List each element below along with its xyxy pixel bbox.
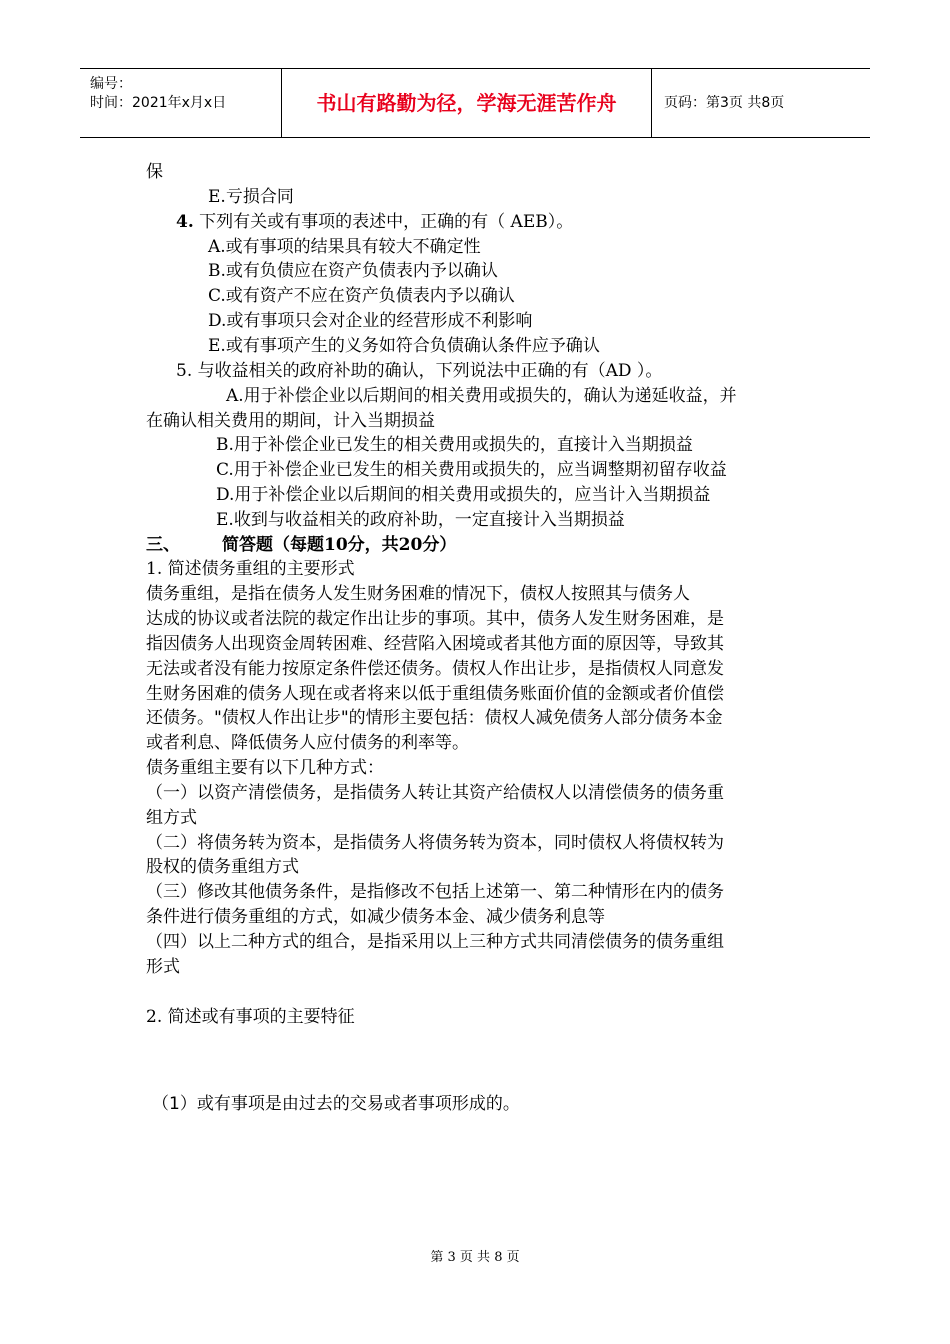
question-5: 5. 与收益相关的政府补助的确认，下列说法中正确的有（AD ）。 xyxy=(176,361,663,381)
option-line: E.收到与收益相关的政府补助，一定直接计入当期损益 xyxy=(216,510,625,530)
document-date-label: 时间：2021年x月x日 xyxy=(90,95,227,111)
answer-line: （1）或有事项是由过去的交易或者事项形成的。 xyxy=(152,1094,520,1114)
question-line: 1. 简述债务重组的主要形式 xyxy=(146,559,355,579)
answer-line: 债务重组，是指在债务人发生财务困难的情况下，债权人按照其与债务人 xyxy=(146,584,690,604)
answer-line: （一）以资产清偿债务，是指债务人转让其资产给债权人以清偿债务的债务重 xyxy=(146,783,724,803)
header-page-number: 页码：第3页 共8页 xyxy=(664,95,785,111)
answer-line: 或者利息、降低债务人应付债务的利率等。 xyxy=(146,733,469,753)
page-header xyxy=(80,68,870,138)
option-line: A.或有事项的结果具有较大不确定性 xyxy=(208,237,481,257)
option-line: C.或有资产不应在资产负债表内予以确认 xyxy=(208,286,515,306)
option-line: D.或有事项只会对企业的经营形成不利影响 xyxy=(208,311,533,331)
section-number: 三、 xyxy=(146,535,180,555)
header-meta-cell xyxy=(80,69,282,137)
option-line: A.用于补偿企业以后期间的相关费用或损失的，确认为递延收益，并 xyxy=(226,386,737,406)
page-footer: 第 3 页 共 8 页 xyxy=(430,1250,520,1265)
section-heading xyxy=(146,533,456,557)
option-line: E.或有事项产生的义务如符合负债确认条件应予确认 xyxy=(208,336,600,356)
question-line: 2. 简述或有事项的主要特征 xyxy=(146,1007,355,1027)
question-number: 4. xyxy=(176,212,194,232)
section-title: 简答题（每题10分，共20分） xyxy=(222,535,457,555)
answer-line: （四）以上二种方式的组合，是指采用以上三种方式共同清偿债务的债务重组 xyxy=(146,932,724,952)
answer-line: 还债务。"债权人作出让步"的情形主要包括：债权人减免债务人部分债务本金 xyxy=(146,708,723,728)
option-line: B.用于补偿企业已发生的相关费用或损失的，直接计入当期损益 xyxy=(216,435,693,455)
answer-line: 生财务困难的债务人现在或者将来以低于重组债务账面价值的金额或者价值偿 xyxy=(146,684,724,704)
header-motto: 书山有路勤为径，学海无涯苦作舟 xyxy=(282,69,652,137)
question-4 xyxy=(176,210,573,234)
answer-line: 组方式 xyxy=(146,808,197,828)
answer-line: 债务重组主要有以下几种方式： xyxy=(146,758,384,778)
option-line: D.用于补偿企业以后期间的相关费用或损失的，应当计入当期损益 xyxy=(216,485,711,505)
answer-line: 指因债务人出现资金周转困难、经营陷入困境或者其他方面的原因等，导致其 xyxy=(146,634,724,654)
option-line: E.亏损合同 xyxy=(208,187,294,207)
option-line: C.用于补偿企业已发生的相关费用或损失的，应当调整期初留存收益 xyxy=(216,460,727,480)
answer-line: 形式 xyxy=(146,957,180,977)
answer-line: （三）修改其他债务条件，是指修改不包括上述第一、第二种情形在内的债务 xyxy=(146,882,724,902)
answer-line: 条件进行债务重组的方式，如减少债务本金、减少债务利息等 xyxy=(146,907,605,927)
answer-line: 达成的协议或者法院的裁定作出让步的事项。其中，债务人发生财务困难，是 xyxy=(146,609,724,629)
question-text: 下列有关或有事项的表述中，正确的有（ AEB）。 xyxy=(193,212,574,232)
text-line: 保 xyxy=(146,162,163,182)
answer-line: 股权的债务重组方式 xyxy=(146,857,299,877)
answer-line: （二）将债务转为资本，是指债务人将债务转为资本，同时债权人将债权转为 xyxy=(146,833,724,853)
option-line: B.或有负债应在资产负债表内予以确认 xyxy=(208,261,498,281)
answer-line: 无法或者没有能力按原定条件偿还债务。债权人作出让步，是指债权人同意发 xyxy=(146,659,724,679)
option-line: 在确认相关费用的期间，计入当期损益 xyxy=(146,411,435,431)
document-number-label: 编号： xyxy=(90,76,132,92)
